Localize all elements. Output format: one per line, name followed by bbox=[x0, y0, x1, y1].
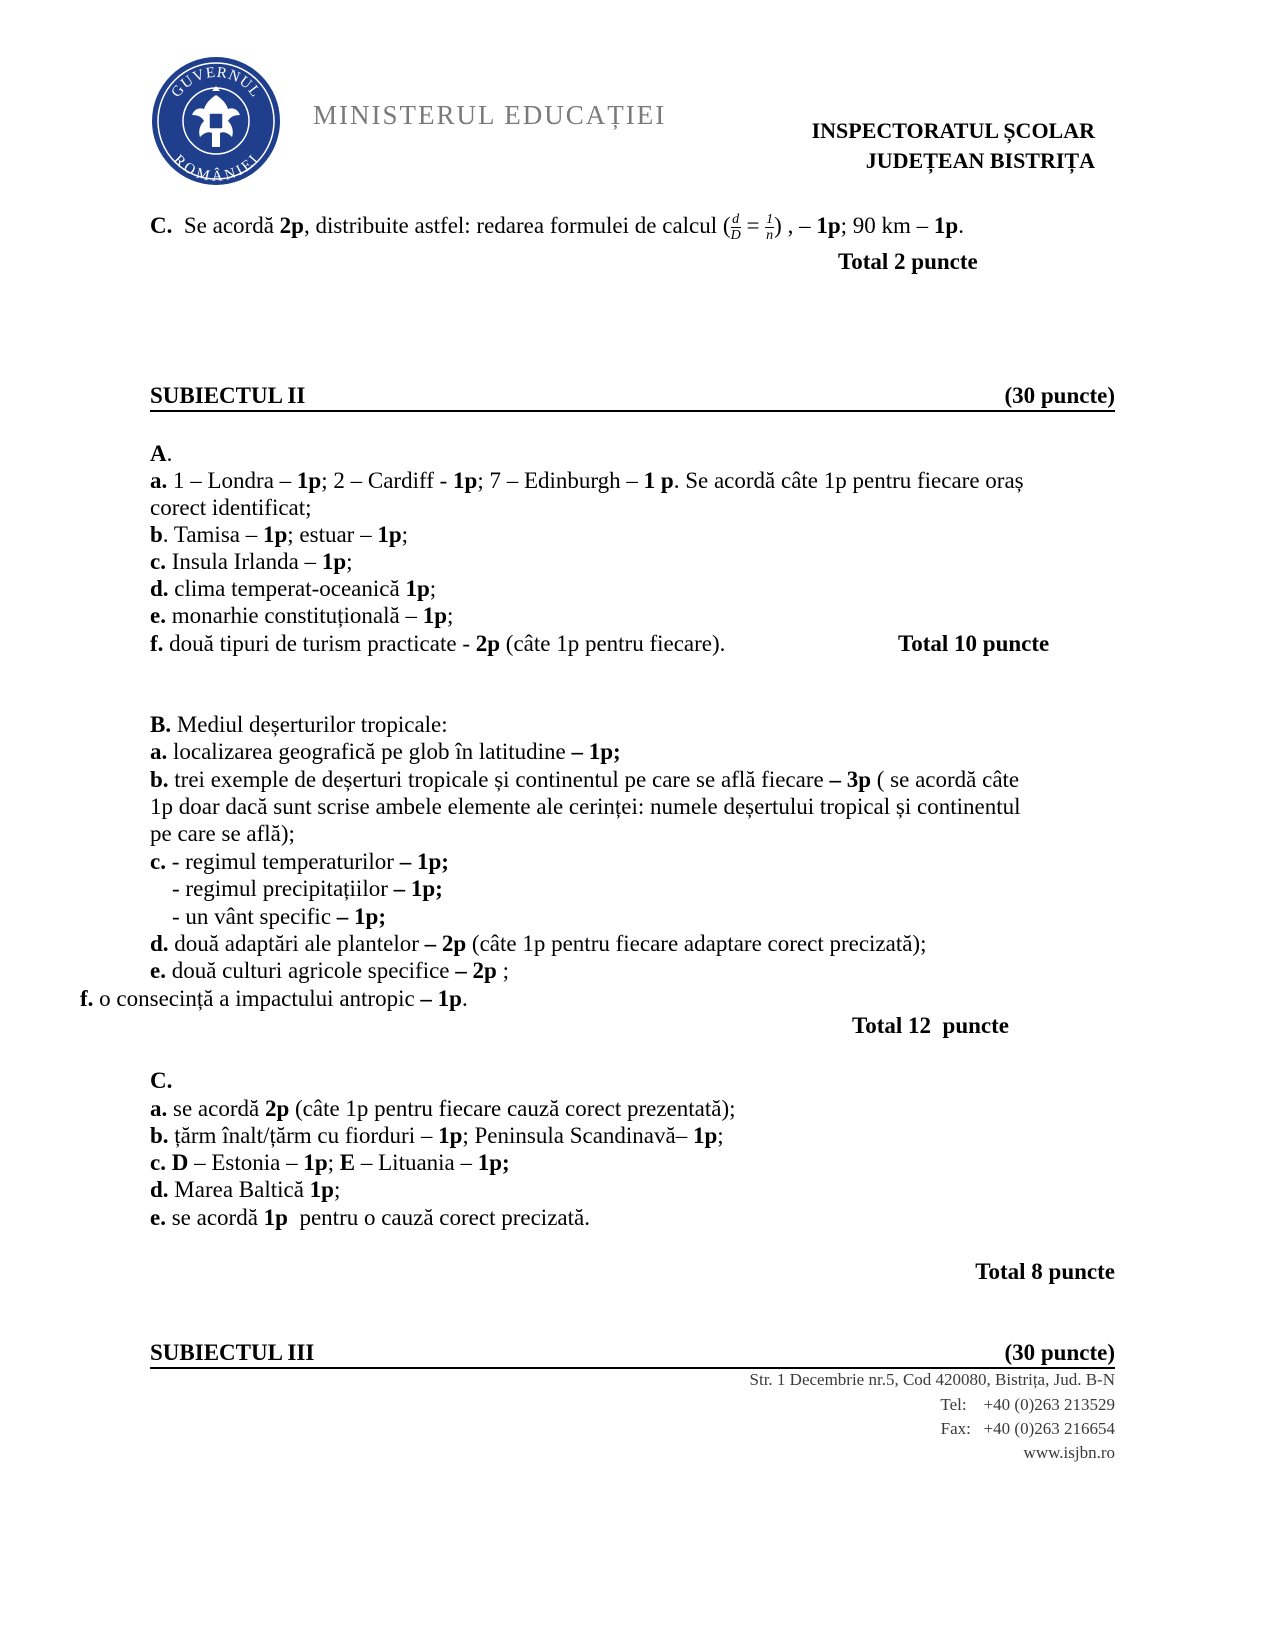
section-a-item-d bbox=[150, 575, 436, 603]
frac2-den: n bbox=[766, 228, 774, 244]
b-a-t1: localizarea geografică pe glob în latitudine bbox=[167, 739, 566, 764]
part-c-p1: 2p bbox=[279, 213, 304, 238]
section-b-heading bbox=[150, 711, 448, 739]
c-b-p2: 1p bbox=[692, 1123, 718, 1148]
c-d-p1: 1p bbox=[309, 1177, 334, 1202]
a-b-t3: ; bbox=[401, 522, 409, 547]
c-c-t2: ; bbox=[327, 1150, 335, 1175]
b-d-t2: (câte 1p pentru fiecare adaptare corect precizată); bbox=[466, 931, 927, 956]
section-b-item-c3 bbox=[172, 903, 386, 931]
a-a-p2: 1p bbox=[453, 468, 478, 493]
section-c-item-c bbox=[150, 1149, 510, 1177]
seal-text-top: GUVERNUL bbox=[168, 64, 264, 101]
a-a-t2: ; 2 – Cardiff - bbox=[321, 468, 448, 493]
b-c3-p: – 1p; bbox=[336, 904, 386, 929]
formula-fraction-d-over-D bbox=[731, 212, 741, 243]
c-c-E: E bbox=[334, 1150, 356, 1175]
c-a-p1: 2p bbox=[264, 1096, 290, 1121]
a-c-letter: c. bbox=[150, 549, 166, 574]
part-c-p2: 1p bbox=[816, 213, 841, 238]
a-f-t1: două tipuri de turism practicate - bbox=[163, 631, 470, 656]
b-c1-p: – 1p; bbox=[399, 849, 449, 874]
a-a-t1: 1 – Londra – bbox=[167, 468, 292, 493]
ministry-name: MINISTERUL EDUCAȚIEI bbox=[313, 100, 667, 130]
subiect-2-points: (30 puncte) bbox=[1004, 383, 1115, 408]
c-c-t1: – Estonia – bbox=[188, 1150, 298, 1175]
formula-equals: = bbox=[746, 213, 760, 238]
b-c3-t: - un vânt specific bbox=[172, 904, 332, 929]
a-e-t2: ; bbox=[447, 603, 454, 628]
b-c2-p: – 1p; bbox=[393, 876, 443, 901]
c-d-letter: d. bbox=[150, 1177, 169, 1202]
formula-fraction-1-over-n bbox=[765, 212, 774, 243]
c-c-letter: c. bbox=[150, 1150, 166, 1175]
c-e-t2: pentru o cauză corect precizată. bbox=[287, 1205, 590, 1230]
b-b-p1: – 3p bbox=[829, 767, 872, 792]
a-b-p2: 1p bbox=[377, 522, 402, 547]
section-b-total: Total 12 puncte bbox=[852, 1013, 1009, 1038]
inspectorate-line-2: JUDEȚEAN BISTRIȚA bbox=[865, 148, 1095, 173]
part-c-t5: . bbox=[958, 213, 964, 238]
a-f-t2: (câte 1p pentru fiecare). bbox=[500, 631, 726, 656]
subiect-2-heading bbox=[150, 383, 1115, 412]
subiect-3-heading bbox=[150, 1340, 1115, 1369]
part-c-t2: , distribuite astfel: redarea formulei de calcul ( bbox=[303, 213, 731, 238]
inspectorate-line-1: INSPECTORATUL ȘCOLAR bbox=[811, 118, 1095, 143]
part-c-total: Total 2 puncte bbox=[838, 249, 978, 274]
section-a-heading bbox=[150, 440, 172, 468]
section-a-item-a bbox=[150, 467, 1024, 495]
part-c-scoring-line bbox=[150, 212, 964, 243]
a-f-letter: f. bbox=[150, 631, 164, 656]
c-d-t2: ; bbox=[333, 1177, 341, 1202]
a-a-t4: . Se acordă câte 1p pentru fiecare oraș bbox=[673, 468, 1024, 493]
section-b-item-e bbox=[150, 957, 509, 985]
a-b-t2: ; estuar – bbox=[287, 522, 372, 547]
b-e-p1: – 2p bbox=[455, 958, 497, 983]
section-b-item-c2 bbox=[172, 875, 443, 903]
b-e-letter: e. bbox=[150, 958, 166, 983]
c-b-t1: țărm înalt/țărm cu fiorduri – bbox=[168, 1123, 433, 1148]
a-b-t1: . Tamisa – bbox=[162, 522, 258, 547]
part-c-t3: ) , – bbox=[774, 213, 811, 238]
section-b-item-c1 bbox=[150, 848, 449, 876]
a-a-p3: 1 p bbox=[643, 468, 674, 493]
c-c-D: D bbox=[165, 1150, 189, 1175]
b-f-t1: o consecință a impactului antropic bbox=[93, 986, 415, 1011]
section-c-total: Total 8 puncte bbox=[975, 1259, 1115, 1284]
c-c-t3: – Lituania – bbox=[355, 1150, 473, 1175]
a-b-p1: 1p bbox=[262, 522, 288, 547]
footer-tel: Tel: +40 (0)263 213529 bbox=[940, 1395, 1115, 1414]
c-a-t1: se acordă bbox=[167, 1096, 260, 1121]
a-d-p1: 1p bbox=[405, 576, 430, 601]
b-f-t2: . bbox=[461, 986, 468, 1011]
section-b-item-f bbox=[80, 985, 468, 1013]
a-d-t2: ; bbox=[429, 576, 437, 601]
b-c1-t: - regimul temperaturilor bbox=[165, 849, 394, 874]
section-a-dot: . bbox=[166, 441, 173, 466]
b-e-t2: ; bbox=[496, 958, 509, 983]
a-e-t1: monarhie constituțională – bbox=[165, 603, 417, 628]
b-d-letter: d. bbox=[150, 931, 169, 956]
footer-website[interactable]: www.isjbn.ro bbox=[1023, 1443, 1115, 1462]
a-b-letter: b bbox=[150, 522, 163, 547]
c-b-t3: ; bbox=[717, 1123, 724, 1148]
frac1-den: D bbox=[730, 228, 741, 244]
a-e-letter: e. bbox=[150, 603, 166, 628]
government-seal bbox=[150, 55, 282, 187]
c-a-letter: a. bbox=[150, 1096, 168, 1121]
a-c-p1: 1p bbox=[321, 549, 347, 574]
government-seal-icon bbox=[150, 55, 282, 187]
subiect-2-title: SUBIECTUL II bbox=[150, 383, 306, 408]
c-c-p1: 1p bbox=[303, 1150, 328, 1175]
c-c-p2: 1p; bbox=[477, 1150, 510, 1175]
a-a-p1: 1p bbox=[296, 468, 322, 493]
a-c-t2: ; bbox=[346, 549, 353, 574]
subiect-3-points: (30 puncte) bbox=[1004, 1340, 1115, 1365]
c-letter: C. bbox=[150, 1068, 173, 1093]
b-b-letter: b. bbox=[150, 767, 169, 792]
frac1-num: d bbox=[732, 212, 740, 228]
section-b-item-b-line2: 1p doar dacă sunt scrise ambele elemente ale cerinței: numele deșertului tropical și continentul bbox=[150, 794, 1021, 819]
a-a-letter: a. bbox=[150, 468, 168, 493]
section-a-item-c bbox=[150, 548, 353, 576]
a-a-t3: ; 7 – Edinburgh – bbox=[477, 468, 638, 493]
b-d-t1: două adaptări ale plantelor bbox=[168, 931, 419, 956]
c-b-p1: 1p bbox=[438, 1123, 463, 1148]
b-d-p1: – 2p bbox=[424, 931, 467, 956]
section-a-item-f bbox=[150, 630, 725, 658]
section-b-item-b bbox=[150, 766, 1019, 794]
a-f-p1: 2p bbox=[475, 631, 501, 656]
c-b-t2: ; Peninsula Scandinavă– bbox=[462, 1123, 688, 1148]
c-e-letter: e. bbox=[150, 1205, 166, 1230]
b-c2-t: - regimul precipitațiilor bbox=[172, 876, 388, 901]
part-c-letter: C. bbox=[150, 213, 173, 238]
section-c-item-e bbox=[150, 1204, 590, 1232]
a-c-t1: Insula Irlanda – bbox=[165, 549, 317, 574]
section-c-heading bbox=[150, 1067, 172, 1095]
seal-text-bottom: ROMÂNIEI bbox=[170, 151, 263, 185]
section-a-item-a-line2: corect identificat; bbox=[150, 495, 312, 520]
b-b-t2: ( se acordă câte bbox=[871, 767, 1020, 792]
section-b-item-b-line3: pe care se află); bbox=[150, 821, 295, 846]
section-c-item-a bbox=[150, 1095, 736, 1123]
section-b-item-d bbox=[150, 930, 927, 958]
b-a-letter: a. bbox=[150, 739, 168, 764]
part-c-t4: ; 90 km – bbox=[840, 213, 929, 238]
part-c-p3: 1p bbox=[933, 213, 959, 238]
c-d-t1: Marea Baltică bbox=[168, 1177, 304, 1202]
b-b-t1: trei exemple de deșerturi tropicale și continentul pe care se află fiecare bbox=[168, 767, 824, 792]
b-e-t1: două culturi agricole specifice bbox=[165, 958, 450, 983]
section-a-item-b bbox=[150, 521, 408, 549]
c-e-p1: 1p bbox=[263, 1205, 288, 1230]
b-letter: B. bbox=[150, 712, 172, 737]
a-e-p1: 1p bbox=[422, 603, 448, 628]
footer-fax: Fax: +40 (0)263 216654 bbox=[940, 1419, 1115, 1438]
section-c-item-b bbox=[150, 1122, 724, 1150]
b-f-p1: – 1p bbox=[420, 986, 462, 1011]
section-c-item-d bbox=[150, 1176, 340, 1204]
b-c-letter: c. bbox=[150, 849, 166, 874]
c-e-t1: se acordă bbox=[165, 1205, 258, 1230]
section-a-item-e bbox=[150, 602, 453, 630]
part-c-t1: Se acordă bbox=[183, 213, 274, 238]
b-title: Mediul deșerturilor tropicale: bbox=[171, 712, 448, 737]
a-d-letter: d. bbox=[150, 576, 169, 601]
frac2-num: 1 bbox=[766, 212, 774, 228]
section-a-total: Total 10 puncte bbox=[898, 631, 1050, 656]
b-a-p1: – 1p; bbox=[571, 739, 621, 764]
c-b-letter: b. bbox=[150, 1123, 169, 1148]
c-a-t2: (câte 1p pentru fiecare cauză corect prezentată); bbox=[289, 1096, 736, 1121]
section-a-letter: A bbox=[150, 441, 167, 466]
a-d-t1: clima temperat-oceanică bbox=[168, 576, 400, 601]
footer-address: Str. 1 Decembrie nr.5, Cod 420080, Bistrița, Jud. B-N bbox=[749, 1370, 1115, 1389]
subiect-3-title: SUBIECTUL III bbox=[150, 1340, 315, 1365]
b-f-letter: f. bbox=[80, 986, 94, 1011]
section-b-item-a bbox=[150, 738, 621, 766]
